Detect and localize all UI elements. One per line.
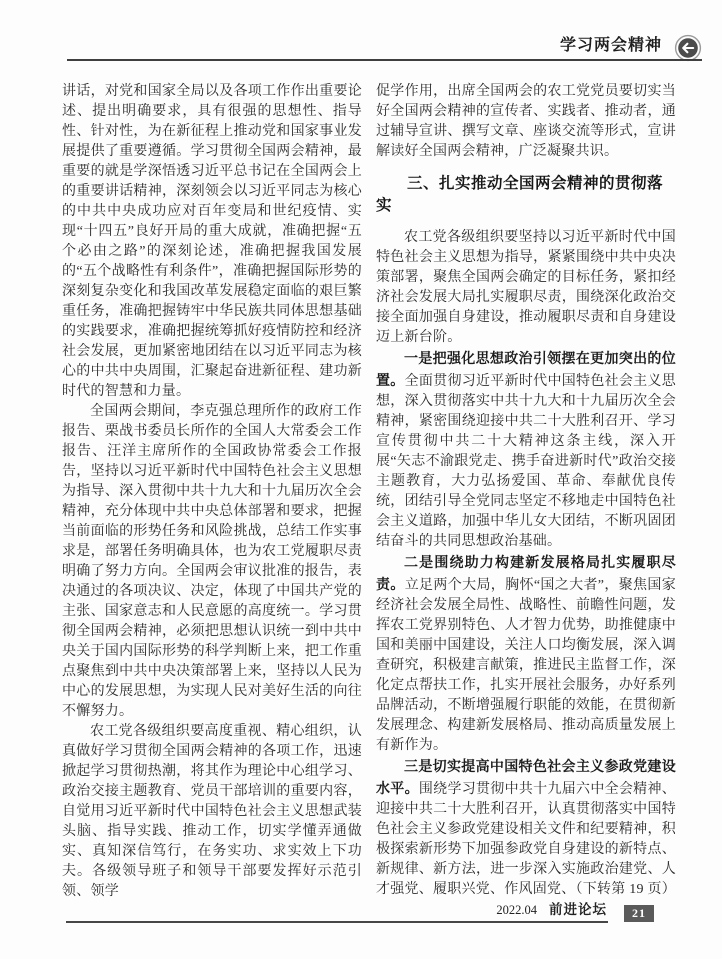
journal-name: 前进论坛 xyxy=(549,902,607,917)
paragraph-continuation: 促学作用，出席全国两会的农工党党员要切实当好全国两会精神的宣传者、实践者、推动者，通过辅导宣讲、撰写文章、座谈交流等形式，宣讲解读好全国两会精神，广泛凝聚共识。 xyxy=(376,84,676,159)
paragraph-overview: 农工党各级组织要坚持以习近平新时代中国特色社会主义思想为指导，紧紧围绕中共中央决策部署，聚焦全国两会确定的目标任务，紧扣经济社会发展大局扎实履职尽责，围绕深化政治交接全面加强自身建设，推动履职尽责和自身建设迈上新台阶。 xyxy=(376,230,676,345)
page-number: 21 xyxy=(624,905,654,922)
point-3-text: 围绕学习贯彻中共十九届六中全会精神、迎接中共二十大胜利召开，认真贯彻落实中国特色社会主义参政党建设相关文件和纪要精神，积极探索新形势下加强参政党自身建设的新特点、新规律、新方法，进一步深入实施政治建党、人才强党、履职兴党、作风固党、（下转第 19 页） xyxy=(376,782,677,897)
right-column xyxy=(376,82,676,902)
paragraph-point-3 xyxy=(376,756,676,900)
paragraph-point-1 xyxy=(376,348,676,552)
point-2-lead: 二是围绕助力构建新发展格局扎实履职尽责。 xyxy=(376,554,676,592)
back-arrow-icon xyxy=(674,34,702,62)
point-3-lead: 三是切实提高中国特色社会主义参政党建设水平。 xyxy=(376,758,676,796)
paragraph-reports: 全国两会期间，李克强总理所作的政府工作报告、栗战书委员长所作的全国人大常委会工作报告、汪洋主席所作的全国政协常委会工作报告，坚持以习近平新时代中国特色社会主义思想为指导、深入贯彻中共十九大和十九届历次全会精神，充分体现中共中央总体部署和要求，把握当前面临的形势任务和风险挑战，总结工作实事求是，部署任务明确具体，也为农工党履职尽责明确了努力方向。全国两会审议批准的报告，表决通过的各项决议、决定，体现了中国共产党的主张、国家意志和人民意愿的高度统一。学习贯彻全国两会精神，必须把思想认识统一到中共中央关于国内国际形势的科学判断上来，把工作重点聚焦到中共中央决策部署上来，坚持以人民为中心的发展思想，为实现人民对美好生活的向往不懈努力。 xyxy=(62,404,362,719)
footer-info xyxy=(496,902,607,918)
header-divider xyxy=(67,59,702,61)
point-1-text: 全面贯彻习近平新时代中国特色社会主义思想，深入贯彻落实中共十九大和十九届历次全会精神，紧密围绕迎接中共二十大胜利召开、学习宣传贯彻中共二十大精神这条主线，深入开展“矢志不渝跟党走、携手奋进新时代”政治交接主题教育，大力弘扬爱国、革命、奉献优良传统，团结引导全党同志坚定不移地走中国特色社会主义道路，加强中华儿女大团结，不断巩固团结奋斗的共同思想政治基础。 xyxy=(376,374,677,549)
section-heading: 三、扎实推动全国两会精神的贯彻落实 xyxy=(376,175,664,214)
paragraph-point-2 xyxy=(376,552,676,756)
issue-date: 2022.04 xyxy=(496,903,537,917)
section-title: 学习两会精神 xyxy=(559,37,662,54)
footer-divider xyxy=(66,921,608,923)
paragraph-continuation: 讲话，对党和国家全局以及各项工作作出重要论述、提出明确要求，具有很强的思想性、指导性、针对性，为在新征程上推动党和国家事业发展提供了重要遵循。学习贯彻全国两会精神，最重要的就是学深悟透习近平总书记在全国两会上的重要讲话精神，深刻领会以习近平同志为核心的中共中央成功应对百年变局和世纪疫情、实现“十四五”良好开局的重大成就，准确把握“五个必由之路”的深刻论述，准确把握我国发展的“五个战略性有利条件”，准确把握国际形势的深刻复杂变化和我国改革发展稳定面临的艰巨繁重任务，准确把握铸牢中华民族共同体思想基础的实践要求，准确把握统筹抓好疫情防控和经济社会发展，更加紧密地团结在以习近平同志为核心的中共中央周围，汇聚起奋进新征程、建功新时代的智慧和力量。 xyxy=(62,84,362,399)
left-column xyxy=(62,82,362,902)
page-header xyxy=(67,34,702,62)
paragraph-organize: 农工党各级组织要高度重视、精心组织，认真做好学习贯彻全国两会精神的各项工作，迅速掀起学习贯彻热潮，将其作为理论中心组学习、政治交接主题教育、党员干部培训的重要内容，自觉用习近平新时代中国特色社会主义思想武装头脑、指导实践、推动工作，切实学懂弄通做实、真知深信笃行，在务实功、求实效上下功夫。各级领导班子和领导干部要发挥好示范引领、领学 xyxy=(62,724,362,899)
article-body xyxy=(62,82,676,902)
point-1-lead: 一是把强化思想政治引领摆在更加突出的位置。 xyxy=(376,350,676,388)
point-2-text: 立足两个大局，胸怀“国之大者”，聚焦国家经济社会发展全局性、战略性、前瞻性问题，发挥农工党界别特色、人才智力优势，助推健康中国和美丽中国建设，关注人口均衡发展，深入调查研究，积极建言献策，推进民主监督工作，深化定点帮扶工作，扎实开展社会服务，办好系列品牌活动，不断增强履行职能的效能，在贯彻新发展理念、构建新发展格局、推动高质量发展上有新作为。 xyxy=(376,578,676,753)
